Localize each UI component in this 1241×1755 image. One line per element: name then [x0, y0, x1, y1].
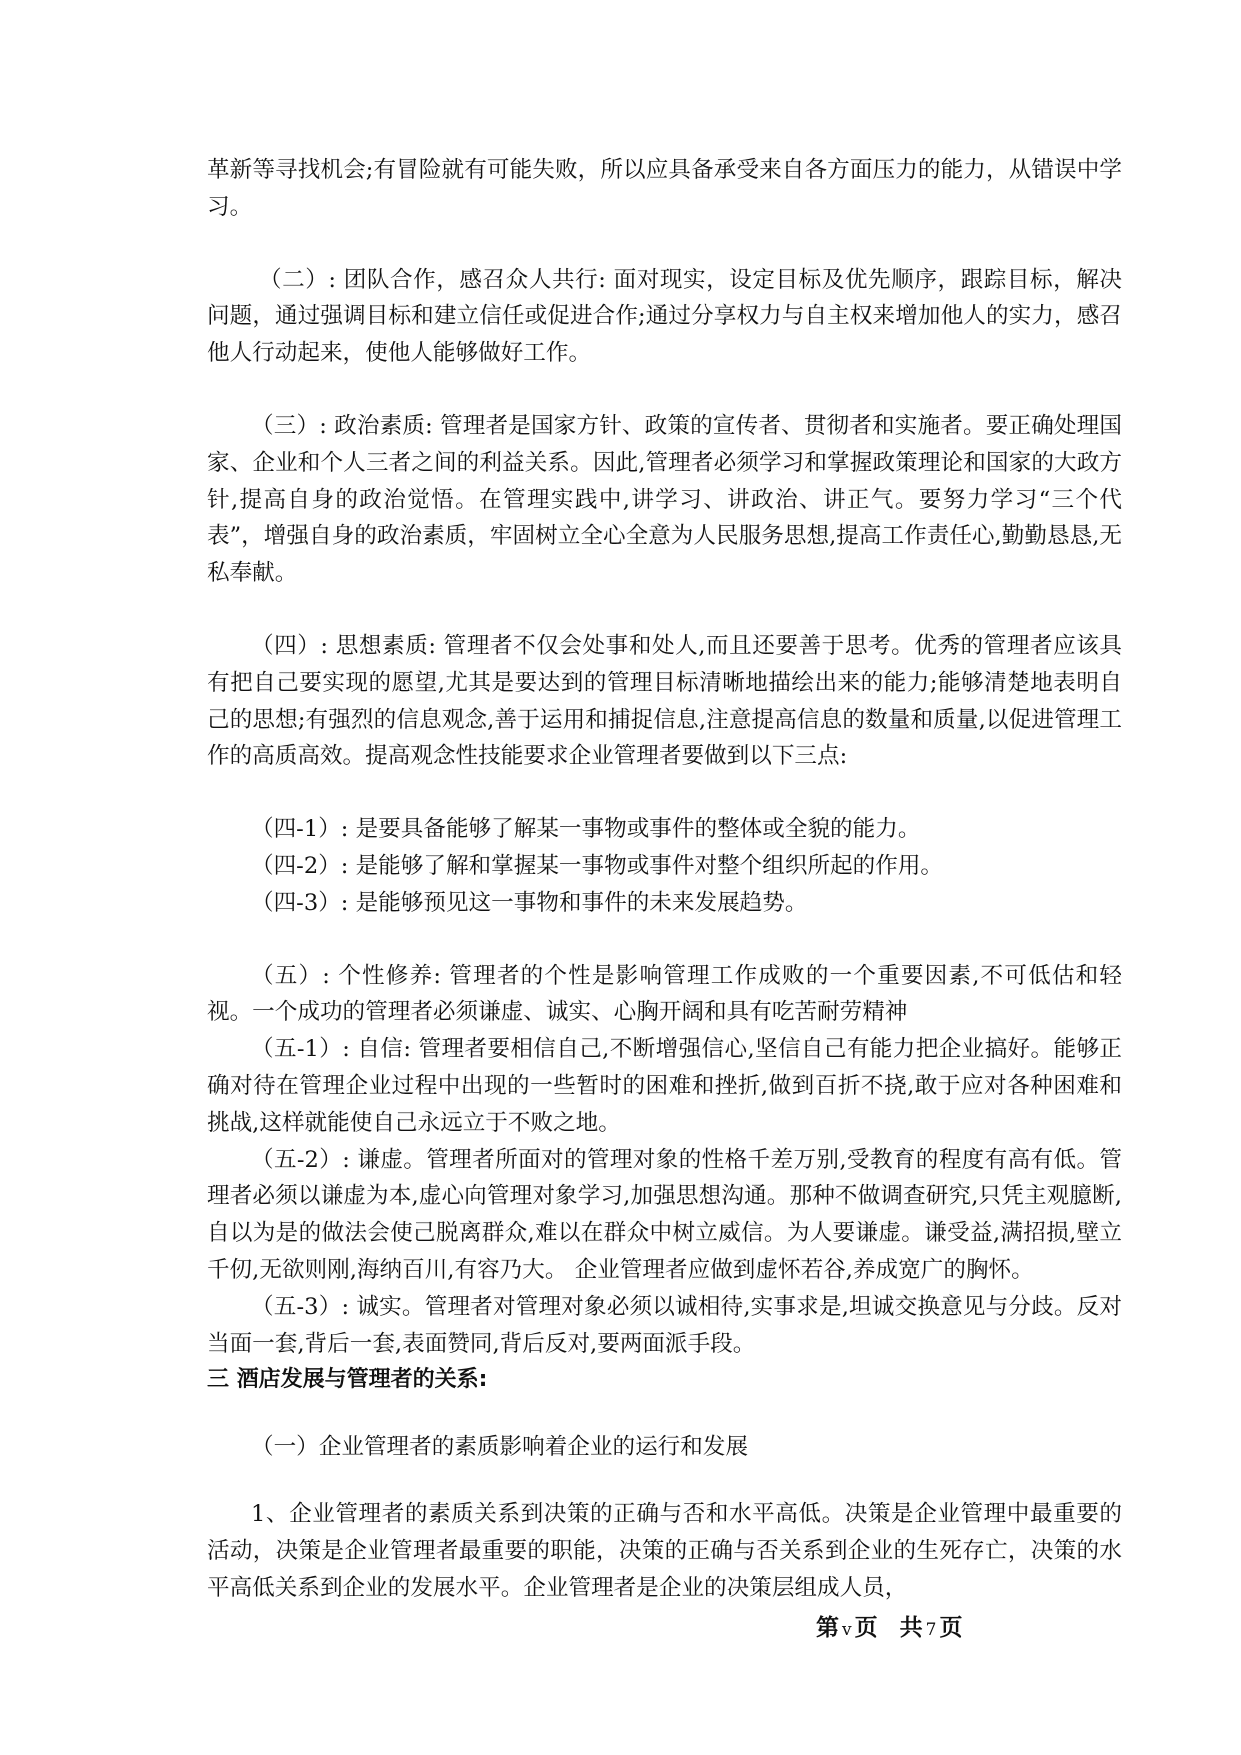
list-item-4-1: （四-1）: 是要具备能够了解某一事物或事件的整体或全貌的能力。: [251, 816, 921, 843]
paragraph-modesty: （五-2）: 谦虚。管理者所面对的管理对象的性格千差万别,受教育的程度有高有低。管理者必须以谦虚为本,虚心向管理对象学习,加强思想沟通。那种不做调查研究,只凭主观臆断,自以为是的做法会使己脱离群众,难以在群众中树立威信。为人要谦虚。谦受益,满招损,壁立千仞,无欲则刚,海纳百川,有容乃大。 企业管理者应做到虚怀若谷,养成宽广的胸怀。: [207, 1146, 1122, 1283]
list-item-4-3: （四-3）: 是能够预见这一事物和事件的未来发展趋势。: [251, 889, 808, 916]
paragraph-honesty: （五-3）: 诚实。管理者对管理对象必须以诚相待,实事求是,坦诚交换意见与分歧。反对当面一套,背后一套,表面赞同,背后反对,要两面派手段。: [207, 1293, 1122, 1357]
section-heading: 三 酒店发展与管理者的关系:: [207, 1367, 488, 1393]
footer-page-suffix: 页: [854, 1614, 878, 1641]
list-item-4-2: （四-2）: 是能够了解和掌握某一事物或事件对整个组织所起的作用。: [251, 852, 944, 879]
paragraph-political-quality: （三）: 政治素质: 管理者是国家方针、政策的宣传者、贯彻者和实施者。要正确处理国家、企业和个人三者之间的利益关系。因此,管理者必须学习和掌握政策理论和国家的大政方针,提高自身的政治觉悟。在管理实践中,讲学习、讲政治、讲正气。要努力学习“三个代表”，增强自身的政治素质，牢固树立全心全意为人民服务思想,提高工作责任心,勤勤恳恳,无私奉献。: [207, 412, 1122, 587]
total-pages: 7: [925, 1620, 937, 1640]
footer-prefix: 第: [816, 1614, 839, 1641]
footer-total-suffix: 页: [939, 1614, 963, 1641]
paragraph-teamwork: （二）: 团队合作，感召众人共行: 面对现实，设定目标及优先顺序，跟踪目标，解决问题，通过强调目标和建立信任或促进合作;通过分享权力与自主权来增加他人的实力，感召他人行动起来，使他人能够做好工作。: [207, 266, 1122, 367]
page-footer: [816, 1609, 962, 1642]
subsection-title: （一）企业管理者的素质影响着企业的运行和发展: [251, 1434, 749, 1461]
paragraph-confidence: （五-1）: 自信: 管理者要相信自己,不断增强信心,坚信自己有能力把企业搞好。能够正确对待在管理企业过程中出现的一些暂时的困难和挫折,做到百折不挠,敢于应对各种困难和挑战,这样就能使自己永远立于不败之地。: [207, 1036, 1122, 1136]
paragraph-thinking-quality: （四）: 思想素质: 管理者不仅会处事和处人,而且还要善于思考。优秀的管理者应该具有把自己要实现的愿望,尤其是要达到的管理目标清晰地描绘出来的能力;能够清楚地表明自己的思想;有强烈的信息观念,善于运用和捕捉信息,注意提高信息的数量和质量,以促进管理工作的高质高效。提高观念性技能要求企业管理者要做到以下三点:: [207, 632, 1122, 770]
paragraph-intro-continued: 革新等寻找机会;有冒险就有可能失败，所以应具备承受来自各方面压力的能力，从错误中学习。: [207, 157, 1122, 220]
document-body: [207, 152, 1122, 1606]
paragraph-decision-quality: 1、企业管理者的素质关系到决策的正确与否和水平高低。决策是企业管理中最重要的活动，决策是企业管理者最重要的职能，决策的正确与否关系到企业的生死存亡，决策的水平高低关系到企业的发展水平。企业管理者是企业的决策层组成人员，: [207, 1500, 1122, 1601]
paragraph-personality: （五）: 个性修养: 管理者的个性是影响管理工作成败的一个重要因素,不可低估和轻视。一个成功的管理者必须谦虚、诚实、心胸开阔和具有吃苦耐劳精神: [207, 962, 1122, 1026]
footer-total-prefix: 共: [899, 1614, 923, 1641]
page-number: v: [842, 1620, 852, 1640]
